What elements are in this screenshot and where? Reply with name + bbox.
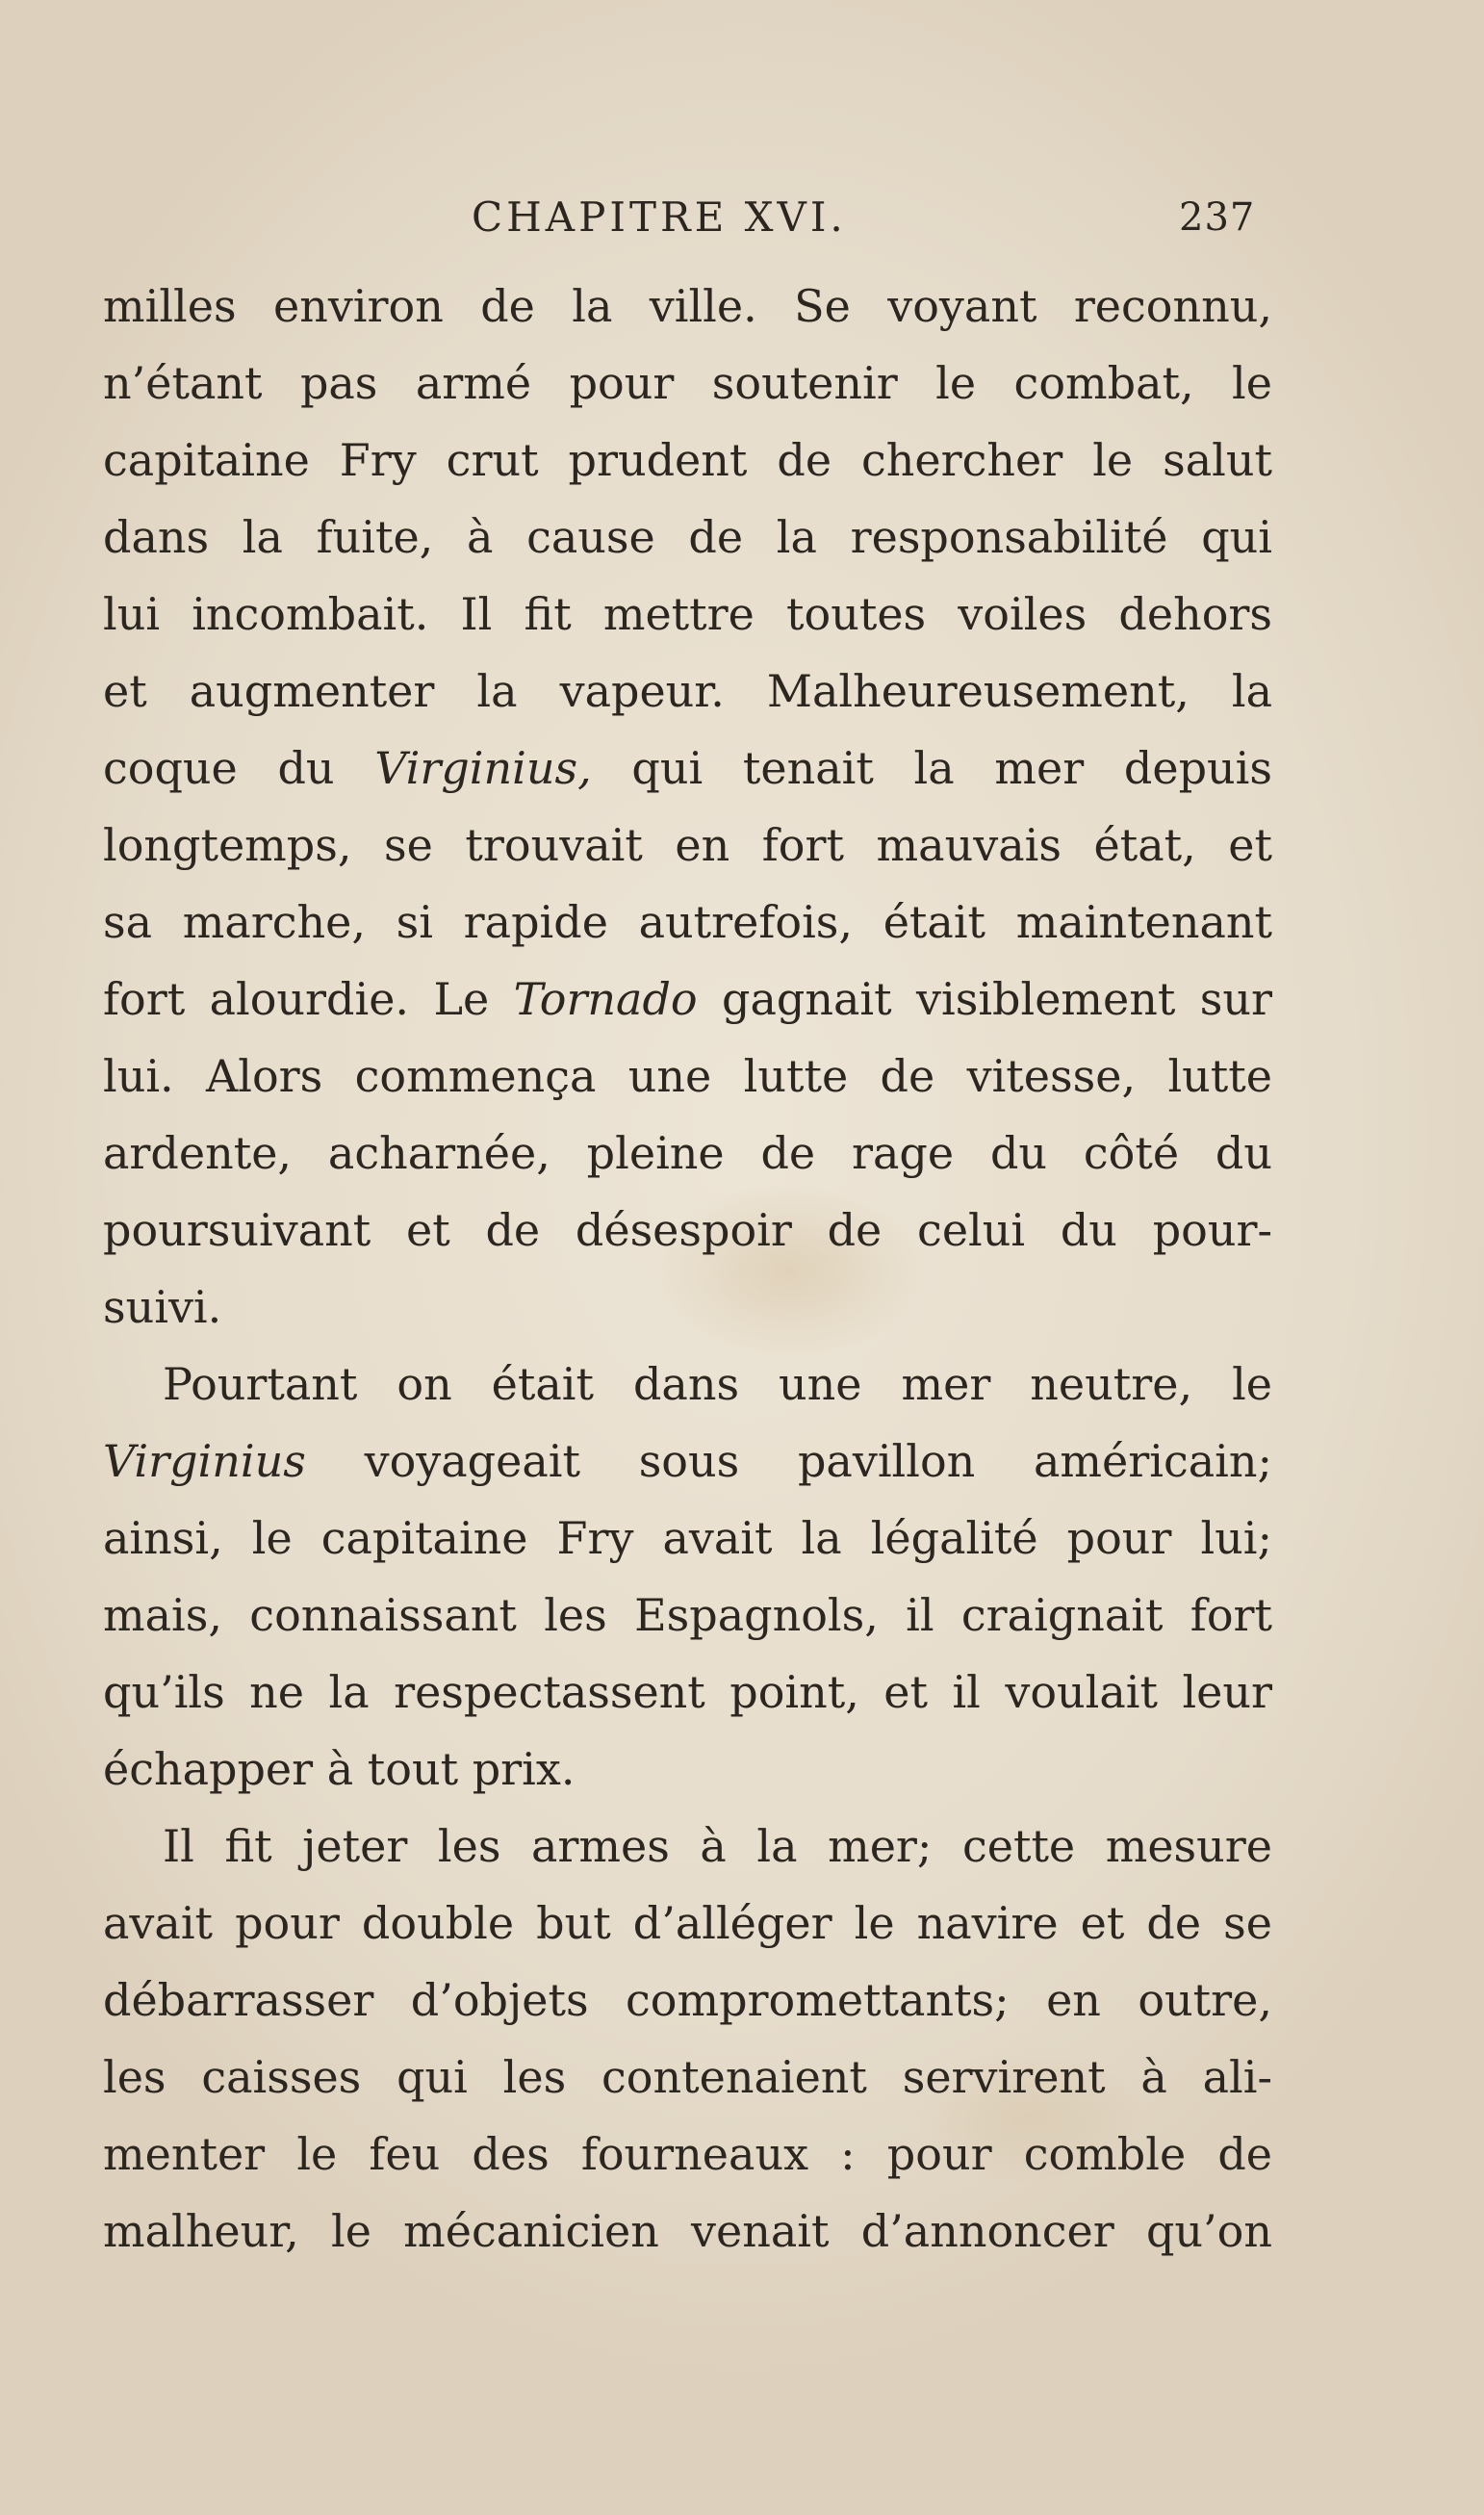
ship-name-italic: Virginius <box>103 1435 306 1487</box>
text-line: poursuivant et de désespoir de celui du pour- <box>103 1204 1272 1256</box>
text-line <box>103 1423 1272 1500</box>
ship-name-italic: Virginius, <box>374 742 592 794</box>
text-line: Pourtant on était dans une mer neutre, le <box>163 1358 1272 1410</box>
text-line: capitaine Fry crut prudent de chercher le salut <box>103 434 1272 486</box>
text-run: voyageait sous pavillon américain; <box>305 1435 1272 1487</box>
text-line: suivi. <box>103 1281 222 1333</box>
text-line: lui incombait. Il fit mettre toutes voiles dehors <box>103 588 1272 640</box>
text-line: échapper à tout prix. <box>103 1743 576 1795</box>
ship-name-italic: Tornado <box>513 973 698 1025</box>
page-number: 237 <box>1179 195 1256 240</box>
text-line: milles environ de la ville. Se voyant reconnu, <box>103 280 1272 332</box>
text-line: les caisses qui les contenaient servirent à ali- <box>103 2051 1272 2103</box>
text-line: sa marche, si rapide autrefois, était maintenant <box>103 896 1272 948</box>
text-run: coque du <box>103 742 375 794</box>
text-line: Il fit jeter les armes à la mer; cette mesure <box>163 1820 1272 1872</box>
running-head <box>0 189 1484 246</box>
text-line: avait pour double but d’alléger le navire et de se <box>103 1897 1272 1949</box>
text-line: ardente, acharnée, pleine de rage du côté du <box>103 1127 1272 1179</box>
text-run: qui tenait la mer depuis <box>591 742 1272 794</box>
text-line: débarrasser d’objets compromettants; en outre, <box>103 1974 1272 2026</box>
text-line: lui. Alors commença une lutte de vitesse, lutte <box>103 1050 1272 1102</box>
text-line: longtemps, se trouvait en fort mauvais état, et <box>103 819 1272 871</box>
text-run: gagnait visiblement sur <box>697 973 1272 1025</box>
text-line: malheur, le mécanicien venait d’annoncer qu’on <box>103 2205 1272 2257</box>
text-line: menter le feu des fourneaux : pour comble de <box>103 2128 1272 2180</box>
text-line: dans la fuite, à cause de la responsabilité qui <box>103 511 1272 563</box>
text-line: n’étant pas armé pour soutenir le combat, le <box>103 357 1272 409</box>
text-line <box>103 730 1272 807</box>
text-line: ainsi, le capitaine Fry avait la légalité pour lui; <box>103 1512 1272 1564</box>
text-line <box>103 961 1272 1038</box>
text-line: et augmenter la vapeur. Malheureusement, la <box>103 665 1272 717</box>
chapter-title: CHAPITRE XVI. <box>472 193 847 241</box>
body-text <box>103 268 1272 2270</box>
text-run: fort alourdie. Le <box>103 973 514 1025</box>
text-line: mais, connaissant les Espagnols, il craignait fort <box>103 1589 1272 1641</box>
text-line: qu’ils ne la respectassent point, et il voulait leur <box>103 1666 1272 1718</box>
